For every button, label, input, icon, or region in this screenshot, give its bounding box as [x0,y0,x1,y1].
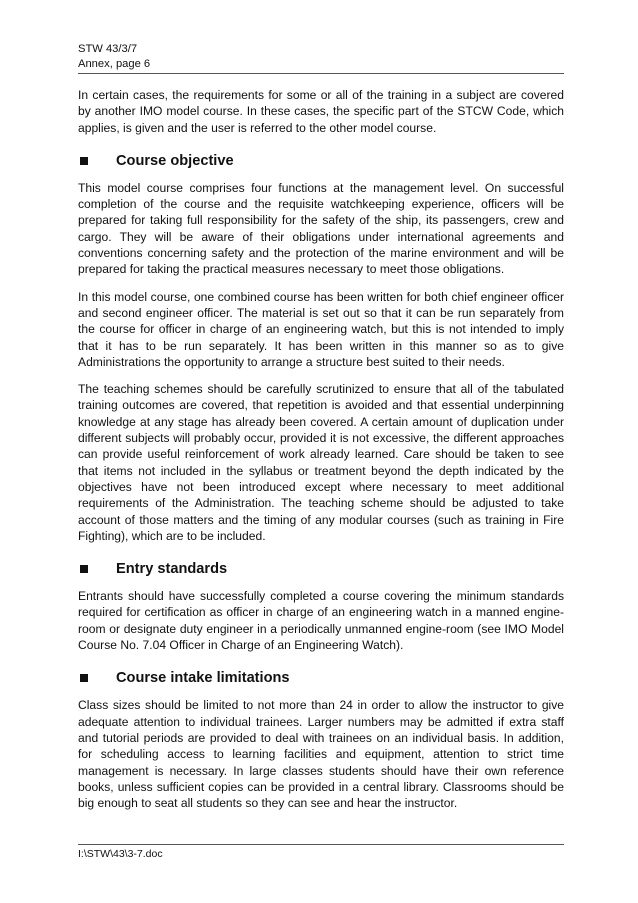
page-header [78,42,564,72]
square-bullet-icon [80,674,88,682]
header-divider [78,73,564,74]
section-heading-text: Course objective [116,152,234,169]
course-objective-paragraph-3: The teaching schemes should be carefully scrutinized to ensure that all of the tabulated training outcomes are covered, that repetition is avoided and that essential underpinning knowledge at any stage has already been covered. A certain amount of duplication under different subjects will probably occur, provided it is not excessive, the different approaches can provide useful reinforcement of work already learned. Care should be taken to see that items not included in the syllabus or treatment beyond the depth indicated by the objectives have not been introduced except where necessary to meet additional requirements of the Administration. The teaching scheme should be adjusted to take account of those matters and the timing of any modular courses (such as training in Fire Fighting), which are to be included. [78,382,564,543]
square-bullet-icon [80,565,88,573]
section-heading-text: Entry standards [116,561,228,578]
page-label: Annex, page 6 [78,58,151,70]
course-intake-paragraph: Class sizes should be limited to not more than 24 in order to allow the instructor to give adequate attention to individual trainees. Larger numbers may be admitted if extra staff and tutorial periods are provided to deal with trainees on an individual basis. In addition, for scheduling access to learning facilities and equipment, attention to strict time management is necessary. In large classes students should have their own reference books, unless sufficient copies can be provided in a central library. Classrooms should be big enough to seat all students so they can see and hear the instructor. [78,698,564,811]
course-objective-paragraph-1: This model course comprises four functions at the management level. On successful completion of the course and the requisite watchkeeping experience, officers will be prepared for taking full responsibility for the safety of the ship, its passengers, crew and cargo. They will be aware of their obligations under international agreements and conventions concerning safety and the protection of the marine environment and will be prepared for taking the practical measures necessary to meet those obligations. [78,180,564,277]
document-body [78,87,564,811]
intro-paragraph: In certain cases, the requirements for some or all of the training in a subject are covered by another IMO model course. In these cases, the specific part of the STCW Code, which applies, is given and the user is referred to the other model course. [78,88,564,135]
square-bullet-icon [80,157,88,165]
course-objective-paragraph-2: In this model course, one combined course has been written for both chief engineer officer and second engineer officer. The material is set out so that it can be run separately from the course for officer in charge of an engineering watch, but this is not intended to imply that it has to be run separately. It has been written in this manner so as to give Administrations the opportunity to arrange a structure best suited to their needs. [78,289,564,369]
footer-divider [78,844,564,845]
section-heading-entry-standards [78,560,564,578]
document-reference: STW 43/3/7 [78,43,138,55]
document-page [78,0,564,903]
section-heading-text: Course intake limitations [116,670,290,687]
section-heading-course-objective [78,152,564,170]
entry-standards-paragraph: Entrants should have successfully completed a course covering the minimum standards required for certification as officer in charge of an engineering watch in a manned engine-room or designate duty engineer in a periodically unmanned engine-room (see IMO Model Course No. 7.04 Officer in Charge of an Engineering Watch). [78,589,564,653]
footer-file-path: I:\STW\43\3-7.doc [78,848,163,860]
section-heading-course-intake-limitations [78,669,564,687]
